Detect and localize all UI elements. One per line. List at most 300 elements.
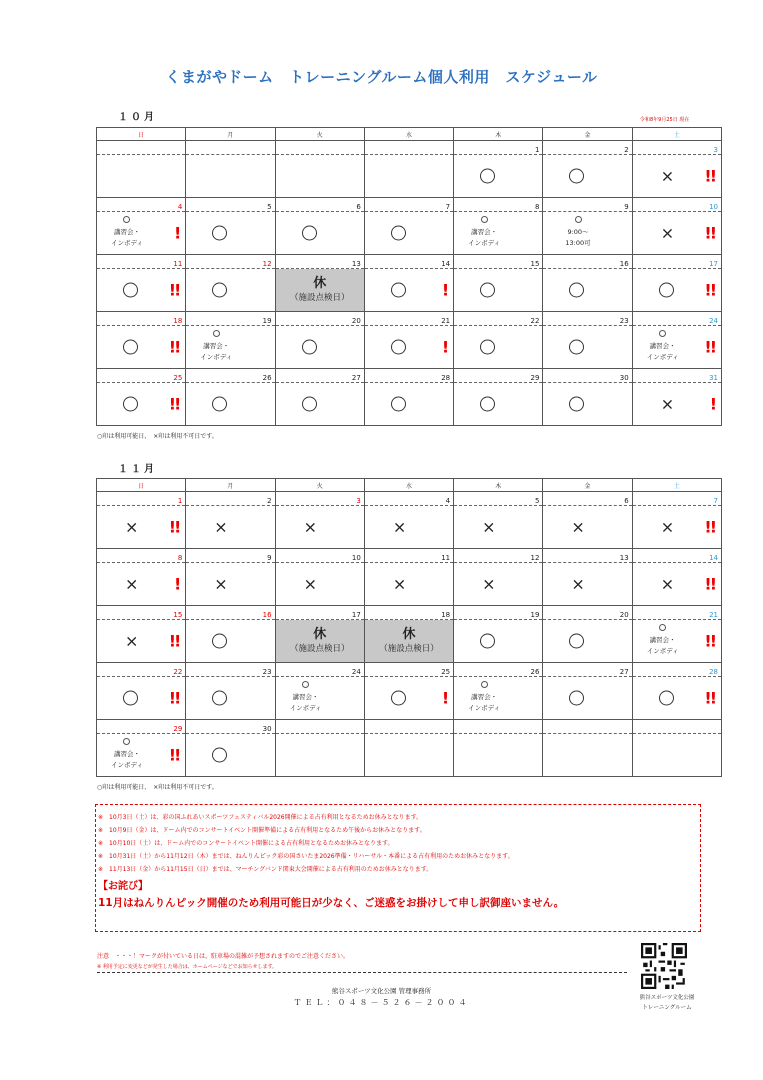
available-mark: [569, 397, 584, 412]
congestion-warning-icon: !!: [704, 688, 715, 708]
weekday-header: 水: [364, 128, 453, 141]
available-mark: [659, 691, 674, 706]
day-number: 15: [173, 611, 183, 619]
day-number-cell: [275, 255, 364, 269]
day-number-cell: [543, 492, 632, 506]
weekday-header: 火: [275, 128, 364, 141]
available-mark: [212, 634, 227, 649]
day-number: 9: [267, 554, 272, 562]
day-number-cell: [364, 312, 453, 326]
day-cell: [632, 734, 721, 777]
day-cell: [364, 506, 453, 549]
day-number: 20: [351, 317, 361, 325]
congestion-warning-icon: !: [441, 688, 448, 708]
available-mark: [391, 283, 406, 298]
weekday-header: 火: [275, 479, 364, 492]
day-cell: [454, 563, 543, 606]
available-mark: [212, 283, 227, 298]
day-number: 6: [356, 203, 361, 211]
day-number-cell: [632, 255, 721, 269]
weekday-header: 土: [632, 128, 721, 141]
day-cell: [364, 620, 453, 663]
apology-text: 11月はねんりんピック開催のため利用可能日が少なく、ご迷惑をお掛けして申し訳御座いません。: [98, 897, 565, 909]
day-cell: [364, 563, 453, 606]
congestion-warning-icon: !!: [168, 337, 180, 357]
congestion-warning-icon: !!: [168, 745, 180, 765]
available-mark: [569, 634, 584, 649]
inspection-label: （施設点検日）: [289, 644, 350, 654]
unavailable-mark: ×: [660, 166, 675, 186]
congestion-warning-icon: !!: [704, 166, 715, 186]
day-number-cell: [454, 198, 543, 212]
inbody-label: インボディ: [111, 239, 143, 247]
day-cell: [543, 734, 632, 777]
day-number: 5: [267, 203, 272, 211]
day-cell: [364, 326, 453, 369]
day-number: 27: [619, 668, 629, 676]
tiny-circle-icon: [302, 681, 309, 688]
day-cell: [275, 620, 364, 663]
day-number-cell: [364, 720, 453, 734]
unavailable-mark: ×: [660, 517, 675, 537]
day-number-cell: [454, 255, 543, 269]
tiny-circle-icon: [213, 330, 220, 337]
day-cell: [97, 155, 186, 198]
day-number: 24: [351, 668, 361, 676]
day-number-cell: [632, 141, 721, 155]
day-number-cell: [364, 492, 453, 506]
november-label: １１月: [118, 464, 157, 475]
congestion-warning-icon: !!: [168, 394, 180, 414]
day-cell: [275, 506, 364, 549]
day-cell: [364, 734, 453, 777]
day-number-cell: [186, 141, 275, 155]
day-cell: [632, 620, 721, 663]
inbody-label: インボディ: [646, 647, 679, 655]
day-number-cell: [632, 492, 721, 506]
day-number: 9: [624, 203, 629, 211]
day-number-cell: [632, 663, 721, 677]
seminar-label: 講習会・: [203, 342, 230, 350]
congestion-warning-icon: !: [173, 223, 180, 243]
available-mark: [391, 340, 406, 355]
inbody-label: インボディ: [468, 704, 501, 712]
closed-label: 休: [313, 627, 327, 642]
day-number-cell: [632, 549, 721, 563]
day-number: 17: [709, 260, 718, 268]
congestion-warning-icon: !!: [168, 688, 180, 708]
day-number: 28: [441, 374, 451, 382]
seminar-note: [200, 330, 232, 363]
divider: [97, 972, 627, 973]
day-cell: [186, 383, 275, 426]
day-number-cell: [97, 606, 186, 620]
congestion-warning-icon: !: [441, 337, 448, 357]
inbody-label: インボディ: [111, 761, 143, 769]
day-number-cell: [97, 141, 186, 155]
apology-heading: 【お詫び】: [98, 881, 148, 892]
day-number: 16: [619, 260, 629, 268]
day-cell: [97, 563, 186, 606]
tiny-circle-icon: [659, 624, 666, 631]
day-cell: [543, 563, 632, 606]
day-number: 12: [530, 554, 540, 562]
day-number: 8: [534, 203, 540, 211]
closed-label: 休: [313, 276, 327, 291]
day-number-cell: [454, 720, 543, 734]
day-number: 14: [709, 554, 718, 562]
day-number: 22: [530, 317, 540, 325]
day-cell: [275, 212, 364, 255]
available-mark: [302, 226, 317, 241]
day-cell: [543, 269, 632, 312]
inspection-label: （施設点検日）: [379, 644, 439, 654]
small-circle-mark: [468, 216, 500, 227]
available-mark: [480, 340, 495, 355]
day-number: 2: [267, 497, 272, 505]
day-number: 10: [709, 203, 718, 211]
day-cell: [543, 620, 632, 663]
day-number-cell: [97, 663, 186, 677]
seminar-note: [647, 624, 679, 657]
day-cell: [275, 563, 364, 606]
day-number-cell: [186, 255, 275, 269]
day-cell: [97, 506, 186, 549]
congestion-warning-icon: !!: [704, 223, 715, 243]
day-number-cell: [364, 141, 453, 155]
day-number-cell: [632, 198, 721, 212]
available-mark: [123, 283, 138, 298]
qr-caption: トレーニングルーム: [642, 1005, 692, 1011]
day-number: 25: [173, 374, 183, 382]
congestion-warning-icon: !: [441, 280, 448, 300]
day-number-cell: [97, 549, 186, 563]
day-cell: [364, 383, 453, 426]
partial-hours-note: [565, 216, 590, 249]
day-number: 11: [441, 554, 451, 562]
day-number-cell: [186, 198, 275, 212]
seminar-note: [290, 681, 322, 714]
day-cell: [454, 620, 543, 663]
available-mark: [480, 283, 495, 298]
day-number-cell: [543, 549, 632, 563]
notice-line: ※ 10月31日（土）から11月12日（木）までは、ねんりんピック彩の国さいたま2026準備・リハーサル・本番による占有利用のためお休みとなります。: [98, 853, 514, 860]
october-legend-note: ○印は利用可能日、 ×印は利用不可日です。: [97, 433, 218, 440]
day-cell: [543, 677, 632, 720]
day-number-cell: [543, 198, 632, 212]
day-number: 23: [262, 668, 272, 676]
hours-label: 13:00可: [565, 239, 591, 247]
seminar-note: [111, 738, 143, 771]
day-number: 19: [262, 317, 272, 325]
seminar-label: 講習会・: [649, 342, 676, 350]
day-cell: [454, 677, 543, 720]
congestion-warning-icon: !!: [704, 337, 715, 357]
day-number-cell: [97, 369, 186, 383]
weekday-header: 水: [364, 479, 453, 492]
day-number: 17: [351, 611, 361, 619]
day-number-cell: [186, 492, 275, 506]
unavailable-mark: ×: [125, 517, 139, 537]
tiny-circle-icon: [481, 216, 488, 223]
unavailable-mark: ×: [214, 517, 228, 537]
seminar-label: 講習会・: [292, 693, 319, 701]
day-number: 3: [713, 146, 718, 154]
day-number-cell: [543, 606, 632, 620]
small-circle-mark: [565, 216, 590, 227]
day-cell: [364, 155, 453, 198]
available-mark: [212, 226, 227, 241]
october-calendar: [96, 127, 722, 426]
available-mark: [212, 691, 227, 706]
day-number-cell: [97, 198, 186, 212]
day-number: 30: [262, 725, 272, 733]
day-number-cell: [454, 606, 543, 620]
day-cell: [275, 734, 364, 777]
day-number-cell: [186, 312, 275, 326]
day-cell: [632, 326, 721, 369]
day-number: 30: [619, 374, 629, 382]
day-cell: [632, 383, 721, 426]
day-number: 23: [619, 317, 629, 325]
day-number-cell: [364, 606, 453, 620]
congestion-warning-icon: !!: [168, 280, 180, 300]
tiny-circle-icon: [659, 330, 666, 337]
small-circle-mark: [468, 681, 500, 692]
unavailable-mark: ×: [660, 394, 675, 414]
day-cell: [97, 734, 186, 777]
notice-line: ※ 10月9日（金）は、ドーム内でのコンサートイベント開催準備による占有利用となるため午後からお休みとなります。: [98, 827, 426, 834]
available-mark: [123, 397, 138, 412]
day-cell: [186, 155, 275, 198]
day-cell: [632, 677, 721, 720]
hours-label: 9:00～: [567, 228, 589, 236]
day-number-cell: [97, 492, 186, 506]
weekday-header: 木: [454, 479, 543, 492]
weekday-header: 土: [632, 479, 721, 492]
congestion-warning-icon: !: [173, 574, 180, 594]
seminar-label: 講習会・: [471, 693, 498, 701]
available-mark: [212, 397, 227, 412]
day-cell: [543, 326, 632, 369]
unavailable-mark: ×: [303, 517, 317, 537]
day-number: 5: [534, 497, 540, 505]
day-number: 31: [709, 374, 718, 382]
day-number: 25: [441, 668, 451, 676]
day-cell: [454, 734, 543, 777]
available-mark: [480, 169, 495, 184]
tiny-circle-icon: [123, 738, 130, 745]
day-cell: [632, 269, 721, 312]
available-mark: [302, 397, 317, 412]
day-number: 22: [173, 668, 183, 676]
available-mark: [302, 340, 317, 355]
office-phone: ＴＥＬ：０４８－５２６－２００４: [293, 998, 470, 1007]
available-mark: [569, 340, 584, 355]
day-number: 10: [351, 554, 361, 562]
closed-label: 休: [402, 627, 416, 642]
day-cell: [454, 269, 543, 312]
november-legend-note: ○印は利用可能日、 ×印は利用不可日です。: [97, 784, 218, 791]
day-cell: [632, 212, 721, 255]
day-number-cell: [454, 141, 543, 155]
available-mark: [659, 283, 674, 298]
seminar-note: [647, 330, 679, 363]
caution-text: 注意 ・・・！マークが付いている日は、駐車場の混雑が予想されますのでご注意ください。: [97, 953, 350, 960]
day-cell: [632, 155, 721, 198]
unavailable-mark: ×: [482, 517, 496, 537]
day-cell: [632, 506, 721, 549]
day-number-cell: [275, 492, 364, 506]
day-number-cell: [275, 663, 364, 677]
day-cell: [275, 155, 364, 198]
day-number-cell: [454, 663, 543, 677]
small-circle-mark: [111, 738, 143, 749]
day-cell: [454, 326, 543, 369]
inbody-label: インボディ: [468, 239, 501, 247]
notice-line: ※ 10月3日（土）は、彩の国ふれあいスポーツフェスティバル2026開催による占有利用となるためお休みとなります。: [98, 814, 423, 821]
day-number: 13: [351, 260, 361, 268]
unavailable-mark: ×: [660, 223, 675, 243]
day-number-cell: [632, 369, 721, 383]
day-number-cell: [186, 663, 275, 677]
day-number-cell: [275, 141, 364, 155]
day-cell: [186, 506, 275, 549]
day-number: 26: [262, 374, 272, 382]
weekday-header: 月: [186, 479, 275, 492]
available-mark: [569, 283, 584, 298]
tiny-circle-icon: [575, 216, 582, 223]
weekday-header: 金: [543, 479, 632, 492]
day-cell: [275, 383, 364, 426]
day-cell: [632, 563, 721, 606]
available-mark: [480, 397, 495, 412]
seminar-label: 講習会・: [113, 750, 140, 758]
unavailable-mark: ×: [571, 574, 585, 594]
day-number-cell: [186, 606, 275, 620]
inbody-label: インボディ: [646, 353, 679, 361]
day-number-cell: [543, 663, 632, 677]
day-number-cell: [97, 312, 186, 326]
day-cell: [543, 212, 632, 255]
unavailable-mark: ×: [660, 574, 675, 594]
november-calendar: [96, 478, 722, 777]
day-number-cell: [364, 663, 453, 677]
day-number-cell: [454, 492, 543, 506]
office-name: 熊谷スポーツ文化公園 管理事務所: [331, 987, 432, 995]
day-number-cell: [275, 549, 364, 563]
day-cell: [454, 155, 543, 198]
congestion-warning-icon: !!: [168, 517, 180, 537]
day-cell: [543, 506, 632, 549]
october-label: １０月: [118, 112, 157, 123]
day-number: 20: [619, 611, 629, 619]
day-number: 3: [356, 497, 361, 505]
weekday-header: 日: [97, 479, 186, 492]
day-number-cell: [543, 141, 632, 155]
day-cell: [186, 734, 275, 777]
day-number-cell: [186, 369, 275, 383]
small-circle-mark: [647, 330, 679, 341]
day-number-cell: [543, 369, 632, 383]
inbody-label: インボディ: [289, 704, 322, 712]
seminar-note: [468, 681, 500, 714]
day-number: 7: [445, 203, 451, 211]
tiny-circle-icon: [481, 681, 488, 688]
tiny-circle-icon: [123, 216, 130, 223]
day-cell: [97, 677, 186, 720]
day-number: 19: [530, 611, 540, 619]
seminar-note: [111, 216, 143, 249]
day-number: 29: [173, 725, 183, 733]
day-number-cell: [275, 312, 364, 326]
day-number: 4: [177, 203, 183, 211]
small-circle-mark: [111, 216, 143, 227]
notice-line: ※ 10月10日（土）は、ドーム内でのコンサートイベント開催による占有利用となるためお休みとなります。: [98, 840, 394, 847]
congestion-warning-icon: !!: [168, 631, 180, 651]
day-number-cell: [364, 198, 453, 212]
day-number-cell: [454, 369, 543, 383]
issued-date: 令和8年9月25日 現在: [640, 117, 690, 123]
day-number-cell: [632, 312, 721, 326]
unavailable-mark: ×: [125, 631, 139, 651]
day-cell: [97, 326, 186, 369]
day-cell: [186, 677, 275, 720]
day-number-cell: [543, 255, 632, 269]
day-number: 27: [351, 374, 361, 382]
unavailable-mark: ×: [303, 574, 317, 594]
seminar-note: [468, 216, 500, 249]
available-mark: [569, 691, 584, 706]
day-number: 8: [177, 554, 183, 562]
available-mark: [391, 691, 406, 706]
day-cell: [454, 383, 543, 426]
notice-line: ※ 11月13日（金）から11月15日（日）までは、マーチングバンド関東大会開催による占有利用のためお休みとなります。: [98, 866, 433, 873]
available-mark: [212, 748, 227, 763]
day-number-cell: [454, 549, 543, 563]
day-cell: [97, 620, 186, 663]
day-cell: [454, 506, 543, 549]
day-number: 29: [530, 374, 540, 382]
available-mark: [391, 226, 406, 241]
day-number-cell: [275, 720, 364, 734]
day-number-cell: [364, 549, 453, 563]
day-number-cell: [275, 198, 364, 212]
inspection-label: （施設点検日）: [289, 293, 350, 303]
day-number: 21: [441, 317, 451, 325]
day-number: 26: [530, 668, 540, 676]
seminar-label: 講習会・: [471, 228, 498, 236]
qr-code-icon[interactable]: [641, 943, 687, 989]
seminar-label: 講習会・: [113, 228, 140, 236]
day-number: 14: [441, 260, 451, 268]
day-cell: [186, 212, 275, 255]
day-cell: [364, 212, 453, 255]
unavailable-mark: ×: [392, 574, 407, 594]
day-cell: [97, 383, 186, 426]
day-cell: [364, 677, 453, 720]
day-cell: [543, 155, 632, 198]
seminar-label: 講習会・: [649, 636, 676, 644]
congestion-warning-icon: !!: [704, 517, 715, 537]
day-number-cell: [632, 606, 721, 620]
small-circle-mark: [290, 681, 322, 692]
available-mark: [123, 691, 138, 706]
day-number: 15: [530, 260, 540, 268]
day-cell: [186, 326, 275, 369]
weekday-header: 木: [454, 128, 543, 141]
congestion-warning-icon: !!: [704, 280, 715, 300]
